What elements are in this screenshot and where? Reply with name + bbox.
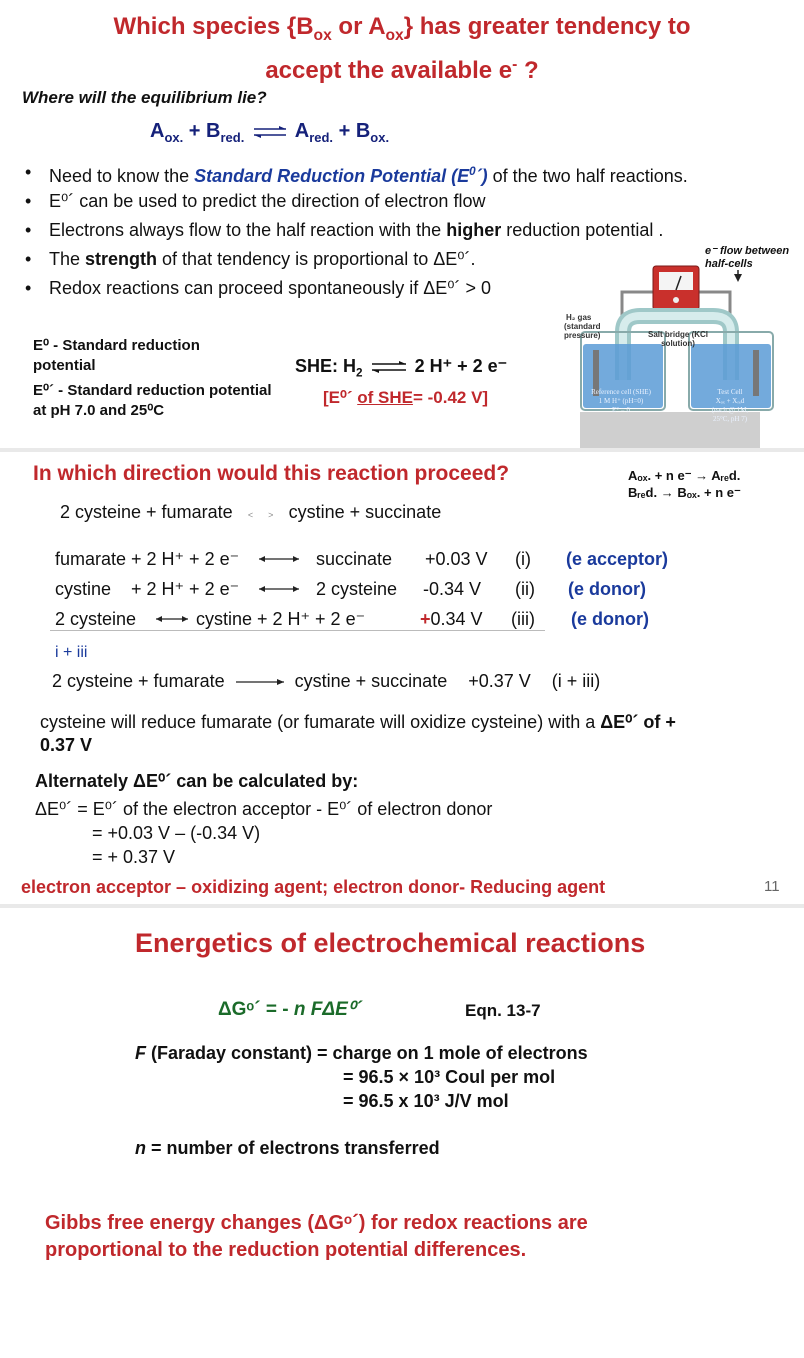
half-reaction-row: fumarate + 2 H⁺ + 2 e⁻ succinate +0.03 V (i) (e acceptor) <box>55 549 669 569</box>
footer-note: electron acceptor – oxidizing agent; electron donor- Reducing agent <box>21 877 606 897</box>
calc-line-3: = + 0.37 V <box>92 847 176 867</box>
alternate-heading: Alternately ΔE⁰´ can be calculated by: <box>35 771 359 791</box>
half-reaction-row: 2 cysteine cystine + 2 H⁺ + 2 e⁻ +0.34 V (iii) (e donor) <box>55 609 649 629</box>
general-equation: $A_{ox.} + B_{red.}$ $A_{red.} + B_{ox.}$ <box>150 120 390 145</box>
equilibrium-arrow-icon <box>250 125 290 139</box>
slide-2 <box>0 452 804 904</box>
she-value: [E⁰´ of SHE= -0.42 V] <box>323 388 489 407</box>
conclusion-text: cysteine will reduce fumarate (or fumarate will oxidize cysteine) with a ΔE⁰´ of + 0.37 V <box>40 712 676 755</box>
reference-cell-label: Reference cell (SHE) 1 M H⁺ (pH=0) E° = 0 <box>591 388 651 414</box>
half-reaction-legend: Aₒₓ. + n e⁻ → Aᵣₑd. Bᵣₑd. → Bₒₓ. + n e⁻ <box>628 468 741 500</box>
gibbs-conclusion: Gibbs free energy changes (ΔGᵒ´) for redox reactions are proportional to the reduction potential differences. <box>45 1212 588 1261</box>
half-reaction-row: cystine + 2 H⁺ + 2 e⁻ 2 cysteine -0.34 V (ii) (e donor) <box>55 579 646 599</box>
faraday-line-1: F (Faraday constant) = charge on 1 mole of electrons <box>135 1043 588 1063</box>
faraday-line-3: = 96.5 x 10³ J/V mol <box>343 1091 509 1111</box>
reversible-arrow-icon: < > <box>247 510 274 520</box>
sum-reaction: 2 cysteine + fumarate cystine + succinate +0.37 V (i + iii) <box>52 671 601 691</box>
salt-bridge-label: Salt bridge (KCl solution) <box>648 330 709 348</box>
bullet-item: • Need to know the Standard Reduction Potential $(E^0´)$ of the two half reactions. <box>25 160 688 189</box>
bullet-item: • The strength of that tendency is proportional to ΔE⁰´. <box>25 247 688 276</box>
bullet-item: • Redox reactions can proceed spontaneously if ΔE⁰´ > 0 <box>25 276 688 305</box>
equation-number: Eqn. 13-7 <box>465 1001 541 1020</box>
calc-line-1: ΔE⁰´ = E⁰´ of the electron acceptor - E⁰´ of electron donor <box>35 799 493 819</box>
page-number: 11 <box>764 878 780 895</box>
slide-1 <box>0 0 804 448</box>
definition-e0-prime: E⁰´ - Standard reduction potential at pH 7.0 and 25⁰C <box>33 382 272 419</box>
bullet-item: • Electrons always flow to the half reaction with the higher reduction potential . <box>25 218 688 247</box>
slide-1-title: Which species {$B_{ox}$ or $A_{ox}$} has greater tendency to accept the available e- ? <box>113 13 691 84</box>
equilibrium-question: Where will the equilibrium lie? <box>22 88 267 107</box>
pressure-label: (standard pressure) <box>564 322 601 340</box>
slide-3-title: Energetics of electrochemical reactions <box>135 928 646 958</box>
she-equation: SHE: $H_2$ 2 H⁺ + 2 e⁻ <box>295 356 508 380</box>
calc-line-2: = +0.03 V – (-0.34 V) <box>92 823 261 843</box>
right-arrow-icon <box>230 676 290 688</box>
half-reaction-box <box>50 542 545 631</box>
electron-count-definition: n = number of electrons transferred <box>135 1138 440 1158</box>
test-cell-label: Test Cell Xₒₓ + Xᵣₑd (each @ 1M, 25°C, pH 7) <box>711 388 749 423</box>
flow-label: e⁻ flow between half-cells <box>705 245 790 270</box>
slide-2-title: In which direction would this reaction proceed? <box>33 462 510 485</box>
gibbs-equation: ΔGᵒ´ = - n FΔE⁰´ <box>218 999 362 1020</box>
sum-label: i + iii <box>55 644 88 661</box>
h2-gas-label: H₂ gas <box>566 313 592 322</box>
bullet-item: • E⁰´ can be used to predict the direction of electron flow <box>25 189 688 218</box>
faraday-line-2: = 96.5 × 10³ Coul per mol <box>343 1067 556 1087</box>
slide-3 <box>0 908 804 1358</box>
definition-e0: E⁰ - Standard reduction potential <box>33 337 200 374</box>
equilibrium-arrow-icon <box>368 360 410 374</box>
overall-reaction: 2 cysteine + fumarate < > cystine + succinate <box>60 502 442 522</box>
plus-sign: + <box>420 609 431 629</box>
